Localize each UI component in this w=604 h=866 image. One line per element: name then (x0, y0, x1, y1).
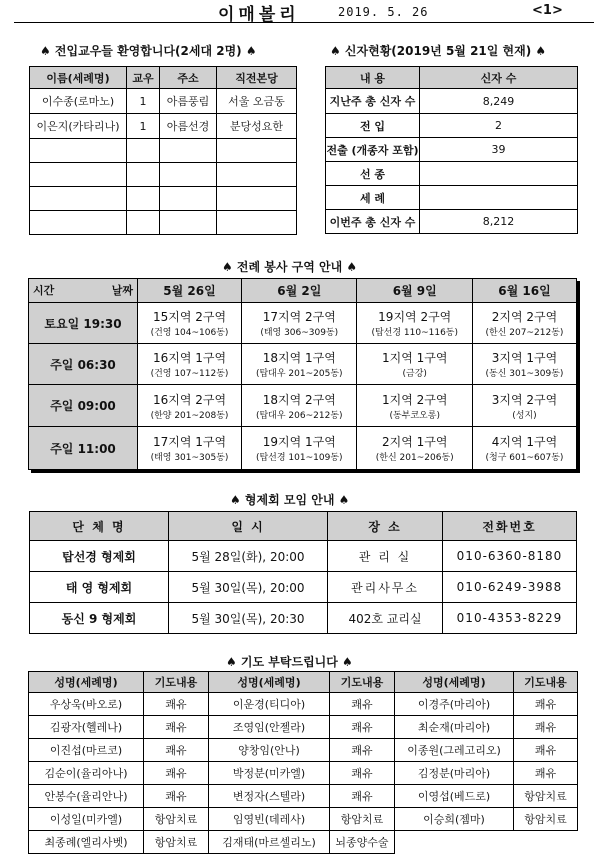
cell: 아름풍림 (160, 89, 217, 114)
table-row (29, 831, 578, 854)
zone-cell (138, 427, 242, 470)
cell: 세 례 (326, 186, 420, 210)
prayer-content: 쾌유 (330, 739, 395, 762)
table-row (29, 344, 577, 385)
table-row (29, 716, 578, 739)
cell: 010-6249-3988 (443, 572, 577, 603)
cell: 5월 30일(목), 20:00 (169, 572, 328, 603)
date-header: 5월 26일 (138, 279, 242, 303)
zone-detail: (탑대우 206~212동) (255, 410, 343, 421)
table-row (30, 603, 577, 634)
zone-label: 19지역 1구역 (262, 435, 336, 449)
zone-cell (138, 344, 242, 385)
zone-label: 19지역 2구역 (378, 310, 452, 324)
service-time: 주일 06:30 (29, 344, 138, 385)
cell: 아름선경 (160, 114, 217, 139)
cell: 관 리 실 (328, 541, 443, 572)
col-prayer: 기도내용 (514, 672, 578, 693)
table-row (29, 739, 578, 762)
col-prev-parish: 직전본당 (217, 67, 297, 89)
table-row (326, 210, 578, 234)
cell: 010-6360-8180 (443, 541, 577, 572)
col-content: 내 용 (326, 67, 420, 89)
prayer-content: 쾌유 (144, 785, 209, 808)
cell: 이수종(로마노) (30, 89, 127, 114)
person-name: 최종례(엘리사벳) (29, 831, 144, 854)
zone-detail: (한신 207~212동) (485, 328, 564, 338)
prayer-content: 쾌유 (514, 693, 578, 716)
cell: 8,249 (420, 89, 578, 114)
zone-detail: (동신 301~309동) (485, 369, 564, 379)
liturgy-corner-cell (29, 279, 138, 303)
believers-title: ♠ 신자현황(2019년 5월 21일 현재) ♠ (330, 44, 547, 58)
page-number: <1> (532, 3, 563, 18)
person-name: 이영섭(베드로) (395, 785, 514, 808)
cell: 지난주 총 신자 수 (326, 89, 420, 114)
brotherhood-table (29, 511, 577, 634)
date-header: 6월 16일 (472, 279, 576, 303)
prayer-content: 항암치료 (330, 808, 395, 831)
cell: 동신 9 형제회 (30, 603, 169, 634)
cell: 전 입 (326, 114, 420, 138)
col-address: 주소 (160, 67, 217, 89)
zone-detail: (건영 104~106동) (150, 328, 229, 338)
cell: 5월 28일(화), 20:00 (169, 541, 328, 572)
zone-detail: (한양 201~208동) (150, 410, 229, 421)
cell: 관리사무소 (328, 572, 443, 603)
table-row (30, 572, 577, 603)
table-row (29, 762, 578, 785)
zone-cell (357, 344, 472, 385)
prayer-content: 항암치료 (144, 831, 209, 854)
zone-label: 18지역 1구역 (262, 351, 336, 365)
person-name: 김정분(마리아) (395, 762, 514, 785)
bulletin-header (0, 0, 604, 26)
prayer-content: 항암치료 (514, 808, 578, 831)
zone-label: 17지역 1구역 (152, 435, 227, 449)
zone-detail: (한신 201~206동) (375, 453, 454, 463)
bulletin-title: 이매볼리 (218, 5, 300, 25)
liturgy-title: ♠ 전례 봉사 구역 안내 ♠ (222, 260, 358, 274)
col-prayer: 기도내용 (144, 672, 209, 693)
zone-detail: (태영 301~305동) (150, 453, 229, 463)
col-datetime: 일 시 (169, 512, 328, 541)
table-row (29, 427, 577, 470)
prayer-content: 쾌유 (330, 716, 395, 739)
zone-cell (357, 385, 472, 427)
zone-cell (357, 427, 472, 470)
zone-label: 1지역 2구역 (381, 392, 448, 407)
person-name: 이경주(마리아) (395, 693, 514, 716)
prayer-content: 쾌유 (514, 739, 578, 762)
zone-cell (357, 303, 472, 344)
prayer-content: 쾌유 (330, 693, 395, 716)
prayer-content: 쾌유 (330, 762, 395, 785)
zone-label: 4지역 1구역 (491, 435, 558, 449)
zone-cell (242, 344, 357, 385)
zone-cell (472, 344, 576, 385)
zone-cell (242, 385, 357, 427)
col-believer-count: 신자 수 (420, 67, 578, 89)
cell: 39 (420, 138, 578, 162)
cell: 이번주 총 신자 수 (326, 210, 420, 234)
cell: 탑선경 형제회 (30, 541, 169, 572)
person-name: 양창임(안나) (209, 739, 330, 762)
col-place: 장 소 (328, 512, 443, 541)
table-row (30, 114, 297, 139)
person-name: 조영임(안젤라) (209, 716, 330, 739)
cell (420, 162, 578, 186)
col-group: 단 체 명 (30, 512, 169, 541)
cell: 1 (127, 89, 160, 114)
service-time: 주일 11:00 (29, 427, 138, 470)
prayer-content: 쾌유 (144, 739, 209, 762)
believers-table (325, 66, 578, 234)
table-row-empty (30, 187, 297, 211)
zone-detail: (동부코오롱) (389, 410, 440, 421)
zone-label: 15지역 2구역 (152, 310, 227, 324)
person-name: 김광자(헬레나) (29, 716, 144, 739)
bulletin-date: 2019. 5. 26 (338, 5, 429, 19)
liturgy-table (28, 278, 577, 470)
prayer-table (28, 671, 578, 854)
cell: 402호 교리실 (328, 603, 443, 634)
cell: 8,212 (420, 210, 578, 234)
table-row-empty (30, 139, 297, 163)
zone-detail: (금강) (402, 369, 427, 379)
zone-cell (472, 385, 576, 427)
cell: 분당성요한 (217, 114, 297, 139)
table-row (29, 785, 578, 808)
prayer-content: 뇌종양수술 (330, 831, 395, 854)
corner-time-label: 시간 (33, 284, 55, 297)
brotherhood-title: ♠ 형제회 모임 안내 ♠ (230, 493, 350, 507)
prayer-content: 항암치료 (144, 808, 209, 831)
zone-cell (242, 427, 357, 470)
prayer-content: 쾌유 (144, 762, 209, 785)
zone-label: 2지역 1구역 (381, 435, 448, 449)
zone-detail: (성지) (512, 410, 537, 421)
zone-label: 16지역 2구역 (152, 392, 227, 407)
prayer-title: ♠ 기도 부탁드립니다 ♠ (226, 655, 353, 669)
date-header: 6월 2일 (242, 279, 357, 303)
cell: 1 (127, 114, 160, 139)
zone-label: 1지역 1구역 (381, 351, 448, 365)
col-name: 성명(세례명) (209, 672, 330, 693)
date-header: 6월 9일 (357, 279, 472, 303)
zone-cell (472, 427, 576, 470)
table-row (30, 89, 297, 114)
zone-label: 16지역 1구역 (152, 351, 227, 365)
corner-date-label: 날짜 (111, 284, 133, 297)
person-name: 변정자(스텔라) (209, 785, 330, 808)
cell: 2 (420, 114, 578, 138)
col-name: 이름(세례명) (30, 67, 127, 89)
zone-label: 2지역 2구역 (491, 310, 558, 324)
table-row (29, 385, 577, 427)
zone-cell (138, 385, 242, 427)
person-name: 안봉수(율리안나) (29, 785, 144, 808)
prayer-content: 항암치료 (514, 785, 578, 808)
prayer-content: 쾌유 (514, 716, 578, 739)
person-name: 이승희(젬마) (395, 808, 514, 831)
col-name: 성명(세례명) (29, 672, 144, 693)
person-name: 이성일(미카엘) (29, 808, 144, 831)
zone-detail: (청구 601~607동) (485, 453, 564, 463)
cell: 5월 30일(목), 20:30 (169, 603, 328, 634)
zone-detail: (탑선경 110~116동) (371, 328, 458, 338)
table-row (29, 303, 577, 344)
zone-detail: (태영 306~309동) (260, 328, 339, 338)
person-name: 임영빈(데레사) (209, 808, 330, 831)
cell: 태 영 형제회 (30, 572, 169, 603)
table-row (29, 693, 578, 716)
zone-label: 17지역 2구역 (262, 310, 336, 324)
table-row (29, 808, 578, 831)
col-count: 교우 (127, 67, 160, 89)
zone-detail: (건영 107~112동) (150, 369, 229, 379)
person-name: 이진섭(마르코) (29, 739, 144, 762)
cell: 전출 (개종자 포함) (326, 138, 420, 162)
table-row-empty (30, 163, 297, 187)
header-rule (14, 22, 594, 23)
table-row (30, 541, 577, 572)
person-name: 이종원(그레고리오) (395, 739, 514, 762)
table-row (326, 162, 578, 186)
prayer-content: 쾌유 (144, 716, 209, 739)
col-phone: 전화번호 (443, 512, 577, 541)
col-name: 성명(세례명) (395, 672, 514, 693)
cell: 서울 오금동 (217, 89, 297, 114)
newcomers-table (29, 66, 297, 235)
prayer-content: 쾌유 (514, 762, 578, 785)
person-name (395, 831, 514, 854)
table-row (326, 114, 578, 138)
zone-detail: (탑대우 201~205동) (255, 369, 343, 379)
service-time: 주일 09:00 (29, 385, 138, 427)
zone-cell (472, 303, 576, 344)
person-name: 이운경(티디아) (209, 693, 330, 716)
zone-label: 18지역 2구역 (262, 392, 336, 407)
table-row (326, 138, 578, 162)
person-name: 박정분(미카엘) (209, 762, 330, 785)
zone-cell (242, 303, 357, 344)
zone-label: 3지역 2구역 (491, 392, 558, 407)
newcomers-title: ♠ 전입교우들 환영합니다(2세대 2명) ♠ (40, 44, 257, 58)
person-name: 김재태(마르셀리노) (209, 831, 330, 854)
zone-detail: (탑선경 101~109동) (255, 453, 343, 463)
table-row (326, 89, 578, 114)
person-name: 김순이(율리아나) (29, 762, 144, 785)
prayer-content: 쾌유 (330, 785, 395, 808)
col-prayer: 기도내용 (330, 672, 395, 693)
person-name: 최순재(마리아) (395, 716, 514, 739)
cell (420, 186, 578, 210)
service-time: 토요일 19:30 (29, 303, 138, 344)
person-name: 우상욱(바오로) (29, 693, 144, 716)
cell: 선 종 (326, 162, 420, 186)
cell: 이은지(카타리나) (30, 114, 127, 139)
table-row (326, 186, 578, 210)
zone-cell (138, 303, 242, 344)
prayer-content (514, 831, 578, 854)
prayer-content: 쾌유 (144, 693, 209, 716)
table-row-empty (30, 211, 297, 235)
cell: 010-4353-8229 (443, 603, 577, 634)
zone-label: 3지역 1구역 (491, 351, 558, 365)
